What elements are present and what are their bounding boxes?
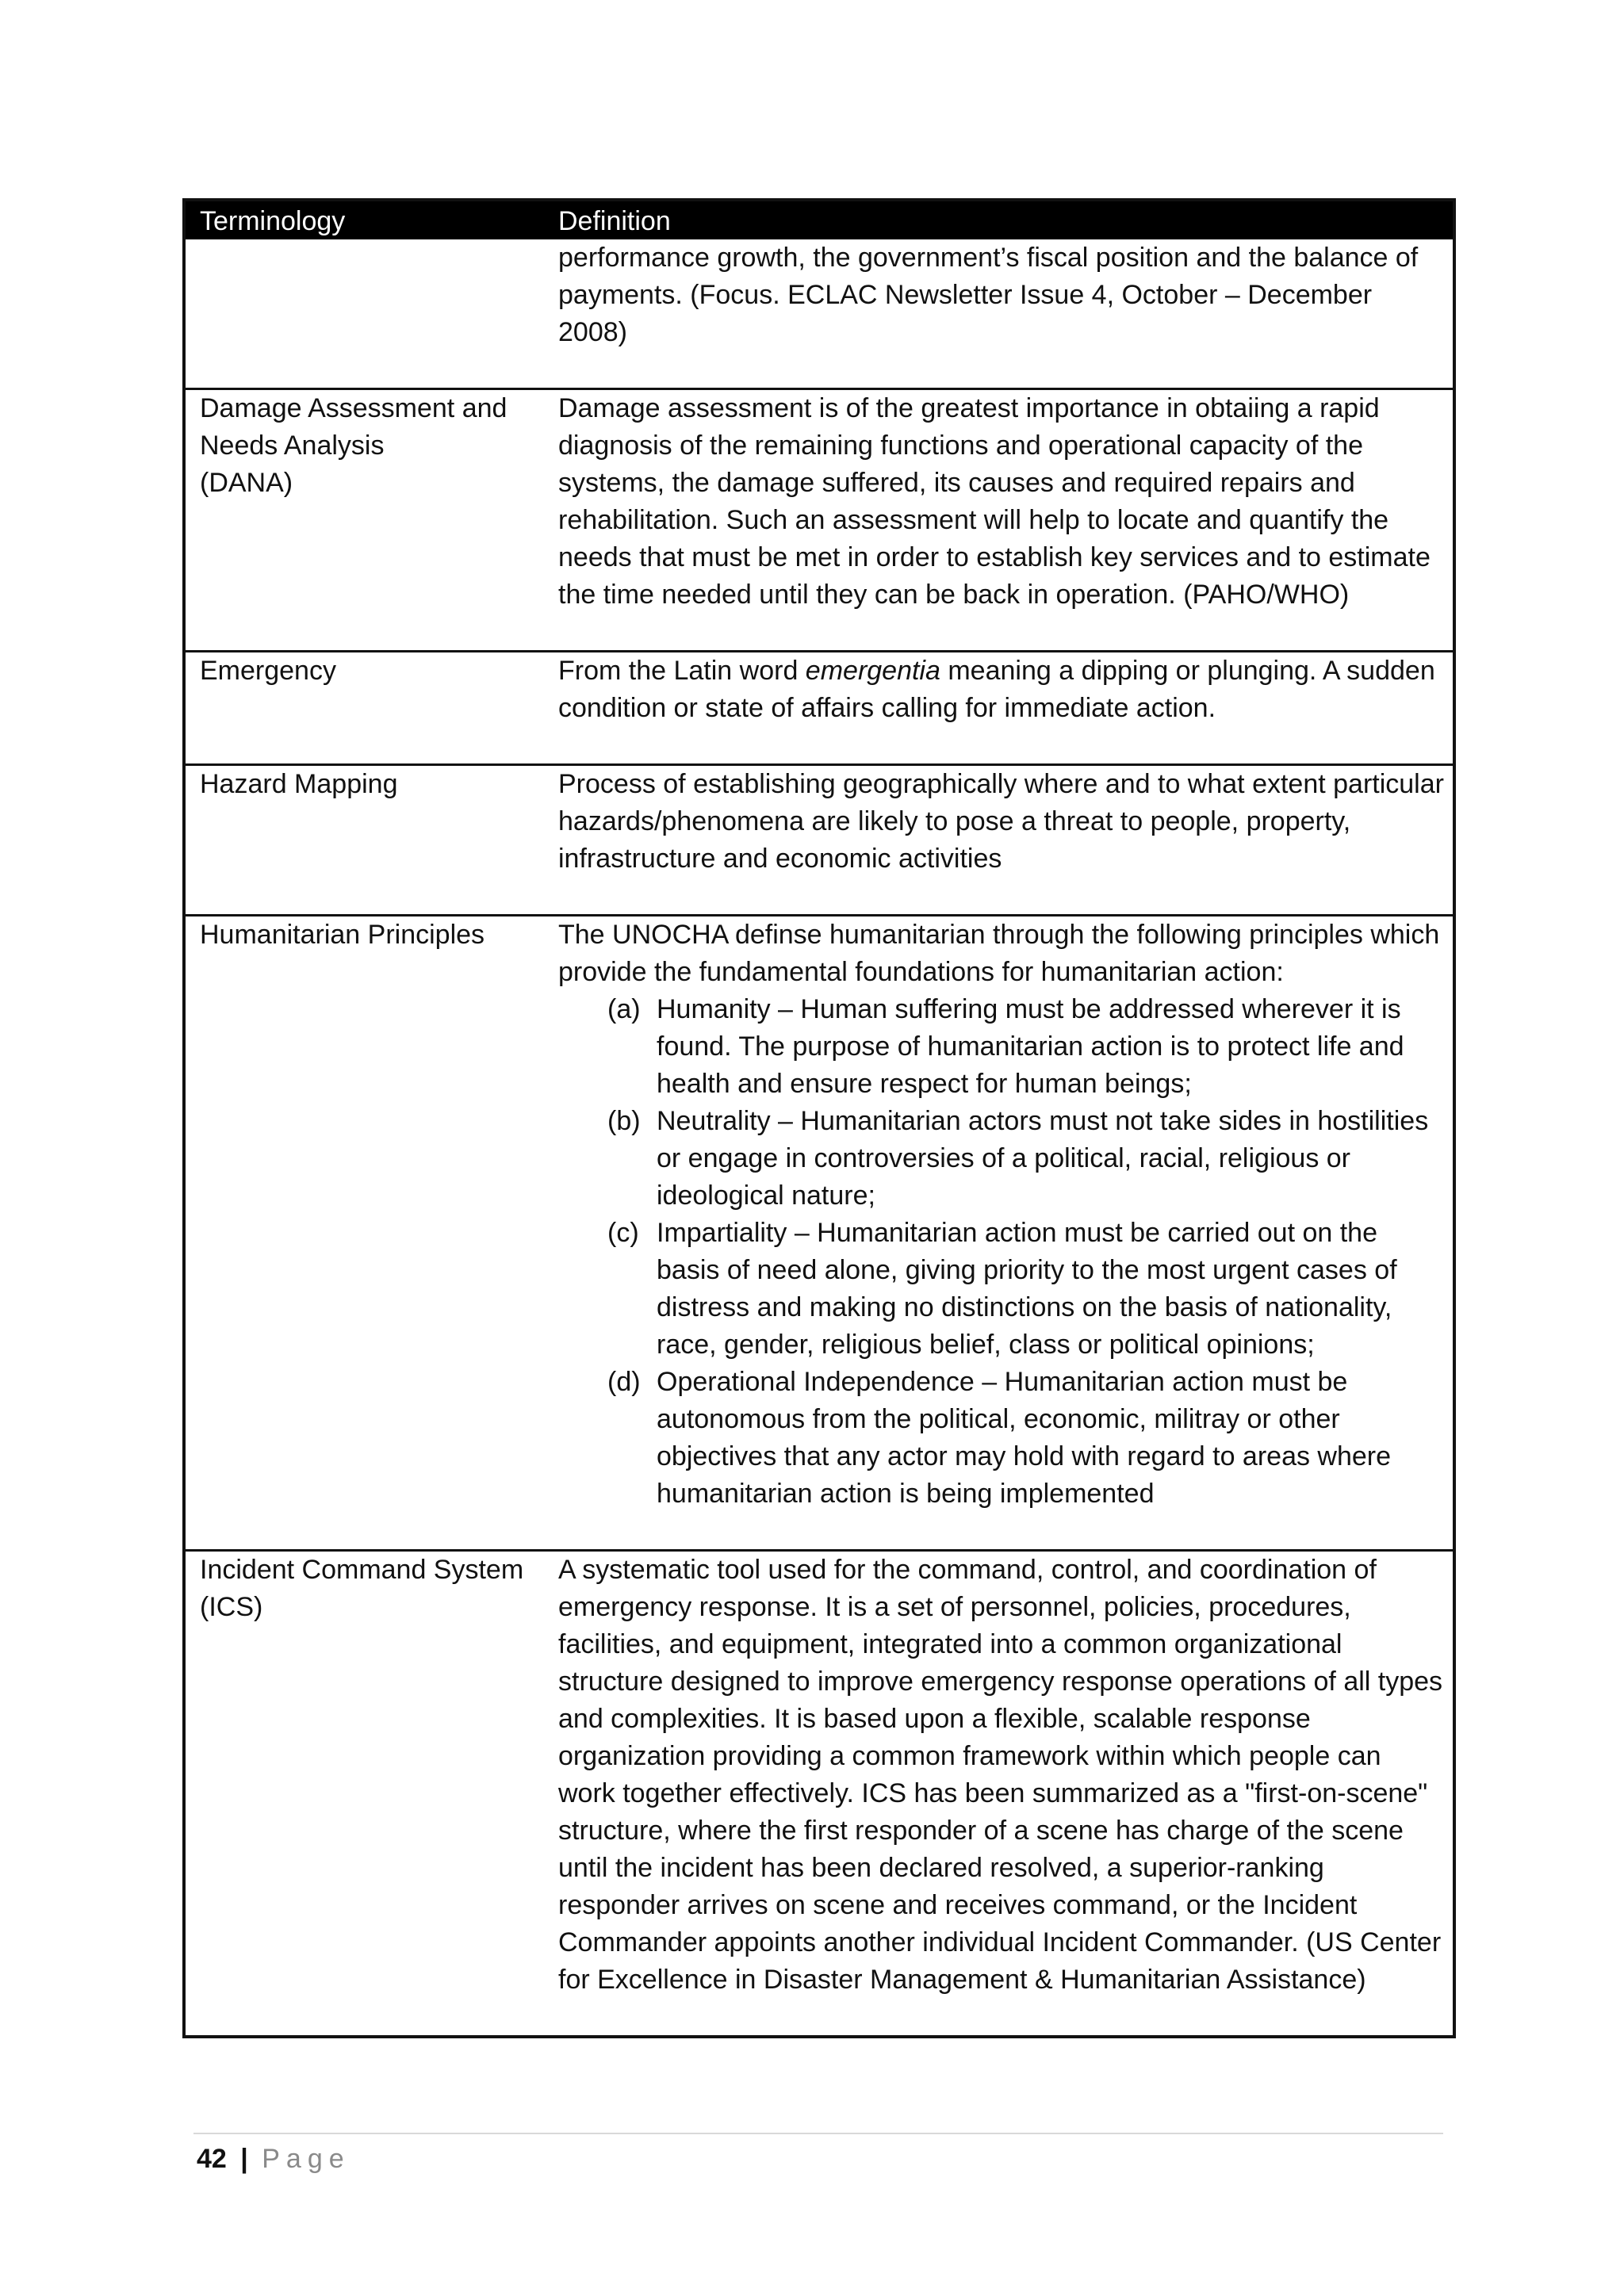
- list-marker: (b): [607, 1106, 641, 1136]
- term-cell: [184, 239, 544, 389]
- page-label: Page: [262, 2144, 350, 2174]
- list-item-text: Neutrality – Humanitarian actors must not take sides in hostilities or engage in controversies of a political, racial, religious or ideological nature;: [657, 1106, 1429, 1211]
- term-cell: [184, 652, 544, 765]
- definition-cell: A systematic tool used for the command, control, and coordination of emergency response. It is a set of personnel, policies, procedures, facilities, and equipment, integrated into a common organizational structure designed to improve emergency response operations of all types and complexities. It is based upon a flexible, scalable response organization providing a common framework within which people can work together effectively. ICS has been summarized as a "first-on-scene" structure, where the first responder of a scene has charge of the scene until the incident has been declared resolved, a superior-ranking responder arrives on scene and receives command, or the Incident Commander appoints another individual Incident Commander. (US Center for Excellence in Disaster Management & Humanitarian Assistance): [544, 1551, 1454, 2038]
- definition-cell: Process of establishing geographically where and to what extent particular hazards/phenomena are likely to pose a threat to people, property, infrastructure and economic activities: [544, 765, 1454, 916]
- terminology-table: [182, 198, 1456, 2038]
- term-line: Hazard Mapping: [200, 769, 398, 799]
- latin-word: emergentia: [805, 656, 940, 686]
- list-item-text: Humanity – Human suffering must be addressed wherever it is found. The purpose of humanitarian action is to protect life and health and ensure respect for human beings;: [657, 994, 1404, 1099]
- definition-cell: performance growth, the government’s fiscal position and the balance of payments. (Focus. ECLAC Newsletter Issue 4, October – December 2008): [558, 243, 1419, 347]
- definition-cell: [544, 652, 1454, 765]
- page-footer: [197, 2141, 350, 2177]
- header-definition: Definition: [544, 200, 1454, 239]
- principles-list: [558, 991, 1445, 1513]
- table-row: [184, 765, 1454, 916]
- term-line: Humanitarian Principles: [200, 920, 485, 950]
- term-line: (DANA): [200, 468, 293, 498]
- list-item-text: Impartiality – Humanitarian action must be carried out on the basis of need alone, giving priority to the most urgent cases of distress and making no distinctions on the basis of nationality, race, gender, religious belief, class or political opinions;: [657, 1218, 1397, 1360]
- list-item: [558, 1215, 1445, 1364]
- definition-text: meaning a dipping or plunging. A sudden condition or state of affairs calling for immediate action.: [558, 656, 1435, 723]
- footer-divider: [193, 2133, 1443, 2134]
- term-cell: [184, 916, 544, 1551]
- list-item: [558, 991, 1445, 1103]
- list-item: [558, 1103, 1445, 1215]
- definition-intro: The UNOCHA definse humanitarian through the following principles which provide the fundamental foundations for humanitarian action:: [558, 920, 1440, 987]
- list-item-text: Operational Independence – Humanitarian action must be autonomous from the political, economic, militray or other objectives that any actor may hold with regard to areas where humanitarian action is being implemented: [657, 1367, 1392, 1509]
- term-line: (ICS): [200, 1592, 263, 1622]
- list-marker: (a): [607, 994, 641, 1024]
- term-line: Emergency: [200, 656, 336, 686]
- footer-separator: |: [240, 2144, 248, 2174]
- definition-cell: [544, 916, 1454, 1551]
- table-header-row: [184, 200, 1454, 239]
- term-line: Incident Command System: [200, 1555, 524, 1585]
- list-marker: (c): [607, 1218, 639, 1248]
- term-line: Damage Assessment and: [200, 393, 508, 423]
- page-number: 42: [197, 2144, 227, 2174]
- term-line: Needs Analysis: [200, 430, 385, 461]
- list-item: [558, 1364, 1445, 1513]
- table-row: [184, 389, 1454, 652]
- table-row: [184, 652, 1454, 765]
- term-cell: [184, 765, 544, 916]
- term-cell: [184, 389, 544, 652]
- table-row: [184, 1551, 1454, 2038]
- header-terminology: Terminology: [184, 200, 544, 239]
- table-row: [184, 916, 1454, 1551]
- term-cell: [184, 1551, 544, 2038]
- definition-text: From the Latin word: [558, 656, 806, 686]
- table-row: [184, 239, 1454, 389]
- definition-cell: Damage assessment is of the greatest importance in obtaiing a rapid diagnosis of the remaining functions and operational capacity of the systems, the damage suffered, its causes and required repairs and rehabilitation. Such an assessment will help to locate and quantify the needs that must be met in order to establish key services and to estimate the time needed until they can be back in operation. (PAHO/WHO): [544, 389, 1454, 652]
- list-marker: (d): [607, 1367, 641, 1397]
